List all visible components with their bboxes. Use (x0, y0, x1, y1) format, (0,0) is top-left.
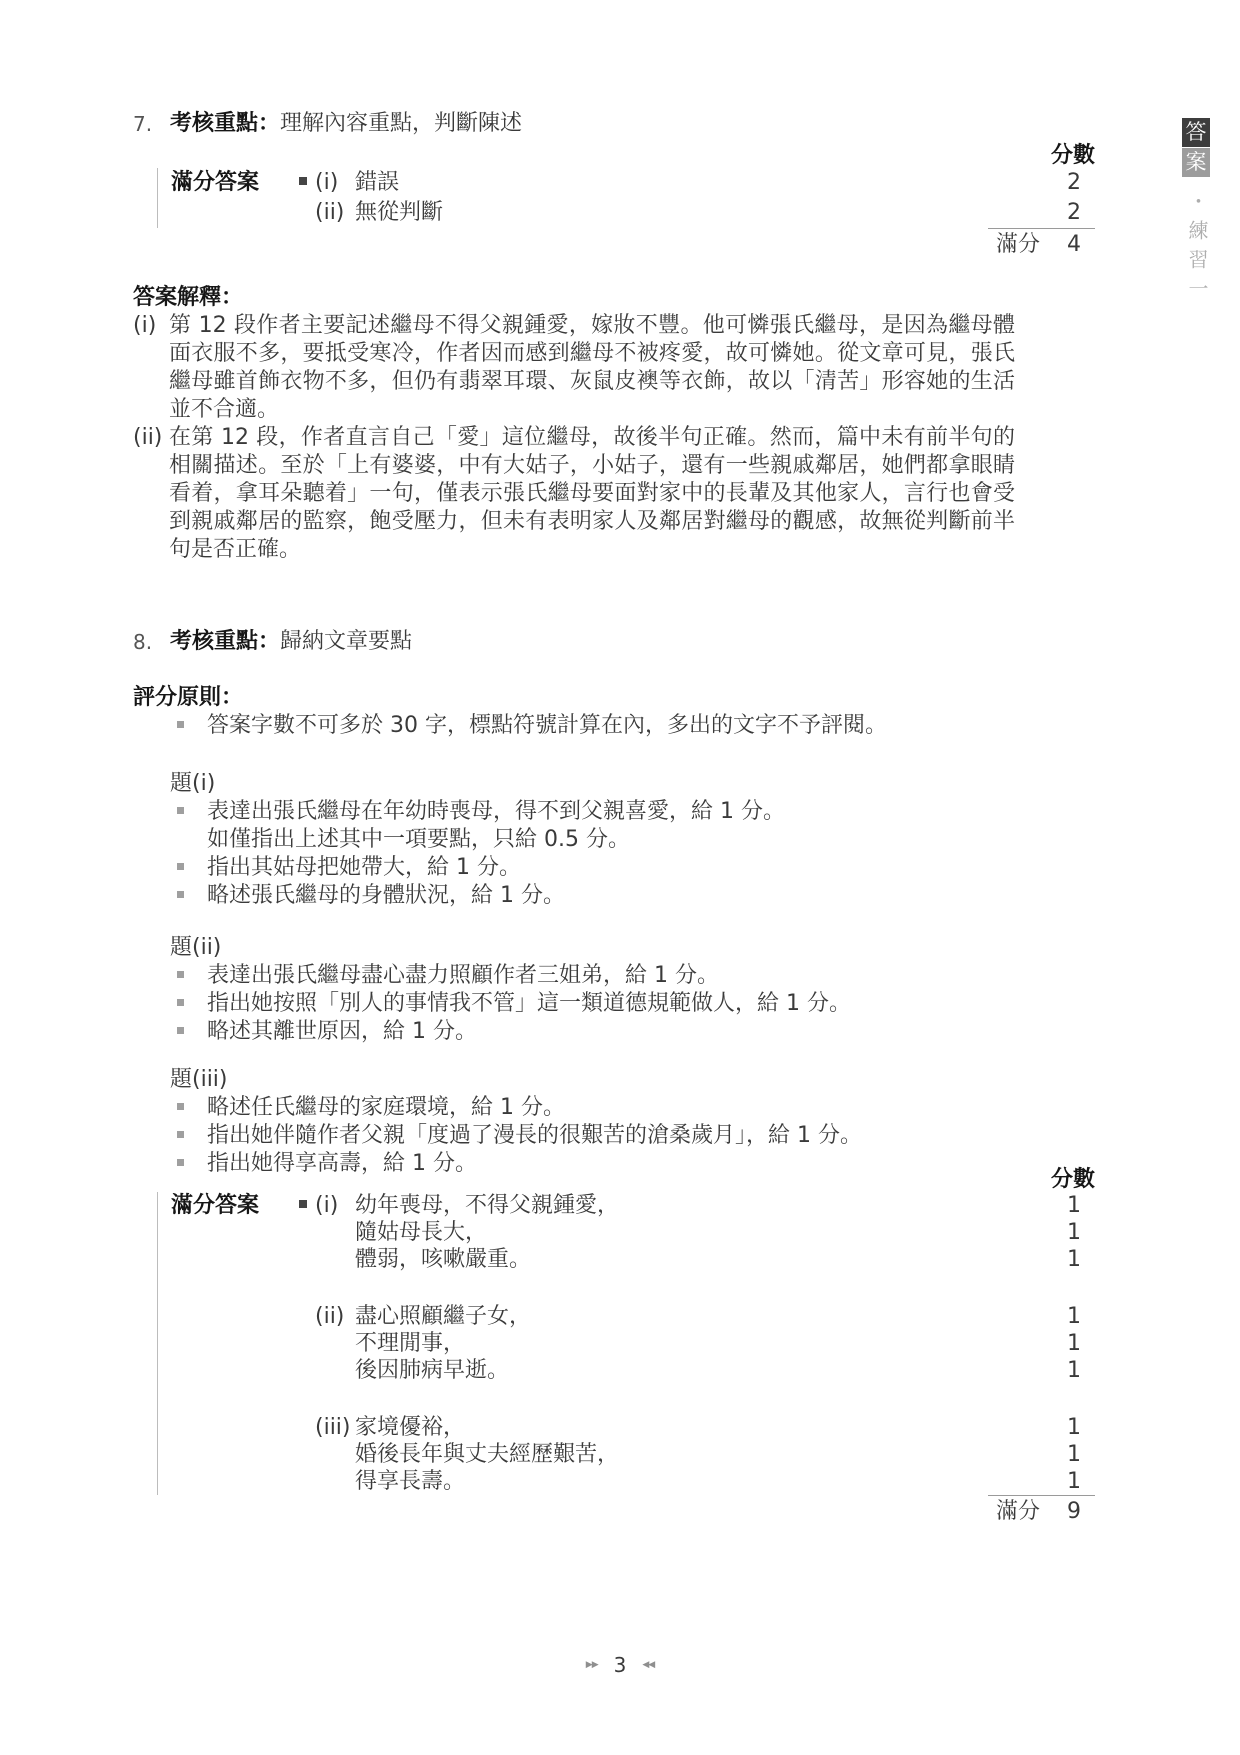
footer-left-arrows-icon: ▶▶ (585, 1660, 598, 1670)
answer-score: 1 (1067, 1358, 1081, 1383)
square-bullet-icon (299, 168, 315, 198)
page-number: 3 (613, 1653, 627, 1677)
answer-text: 婚後長年與丈夫經歷艱苦， (355, 1442, 620, 1467)
criteria-group-i (133, 770, 1095, 910)
total-value: 4 (1067, 232, 1081, 257)
answer-marker: (ii) (315, 200, 345, 225)
score-column-header: 分數 (1050, 1167, 1095, 1192)
criteria-item (170, 1122, 1095, 1150)
page-footer (0, 1652, 1240, 1677)
square-bullet-icon (170, 1094, 207, 1122)
answer-score: 1 (1067, 1193, 1081, 1218)
criteria-text: 表達出張氏繼母在年幼時喪母，得不到父親喜愛，給 1 分。 (207, 799, 785, 824)
square-bullet-icon (170, 990, 207, 1018)
principle-text: 答案字數不可多於 30 字，標點符號計算在內，多出的文字不予評閱。 (207, 713, 887, 738)
explanation-label: 答案解釋： (133, 285, 244, 310)
total-score-line (133, 1495, 1095, 1527)
answer-row (171, 1441, 1095, 1468)
answer-text: 後因肺病早逝。 (355, 1358, 510, 1383)
score-column-header: 分數 (1050, 143, 1095, 168)
answer-text: 隨姑母長大， (355, 1220, 488, 1245)
assessment-focus-text: 歸納文章要點 (280, 629, 413, 654)
answer-score: 1 (1067, 1220, 1081, 1245)
answer-text: 無從判斷 (355, 200, 444, 225)
criteria-item (170, 854, 1095, 882)
question-8-heading (133, 628, 1095, 656)
answer-row (171, 1219, 1095, 1246)
answer-row (171, 1468, 1095, 1495)
total-value: 9 (1067, 1499, 1081, 1524)
side-tab-char-1: 答 (1182, 118, 1210, 147)
square-bullet-icon (299, 1192, 315, 1219)
answer-text: 體弱，咳嗽嚴重。 (355, 1247, 532, 1272)
answer-text: 幼年喪母，不得父親鍾愛， (355, 1193, 620, 1218)
criteria-group-iii (133, 1066, 1095, 1178)
answer-row (171, 168, 1095, 198)
criteria-text: 指出她得享高壽，給 1 分。 (207, 1151, 477, 1176)
side-tab-char-2: 案 (1182, 148, 1210, 177)
explanation-marker: (i) (133, 313, 157, 338)
criteria-item (170, 990, 1095, 1018)
square-bullet-icon (170, 1122, 207, 1150)
full-answer-block (157, 1192, 1095, 1495)
full-answer-label: 滿分答案 (171, 170, 260, 195)
square-bullet-icon (170, 854, 207, 882)
total-score-line (133, 228, 1095, 260)
answer-row (171, 1330, 1095, 1357)
question-number: 7. (133, 112, 153, 136)
explanation-marker: (ii) (133, 425, 163, 450)
criteria-group-title: 題(i) (170, 771, 216, 796)
full-answer-block (157, 168, 1095, 228)
explanation-item (133, 424, 1095, 564)
answer-row (171, 198, 1095, 228)
criteria-text: 指出她按照「別人的事情我不管」這一類道德規範做人，給 1 分。 (207, 991, 851, 1016)
side-tab-subtitle: ・練習一 (1185, 191, 1209, 307)
total-score-box (988, 228, 1095, 260)
answer-text: 盡心照顧繼子女， (355, 1304, 532, 1329)
criteria-text: 略述其離世原因，給 1 分。 (207, 1019, 477, 1044)
criteria-item (170, 1150, 1095, 1178)
answer-score: 1 (1067, 1415, 1081, 1440)
criteria-group-ii (133, 934, 1095, 1046)
square-bullet-icon (170, 1150, 207, 1178)
criteria-item (170, 1018, 1095, 1046)
answer-row (171, 1192, 1095, 1219)
answer-row (171, 1246, 1095, 1273)
explanation-text: 第 12 段作者主要記述繼母不得父親鍾愛，嫁妝不豐。他可憐張氏繼母，是因為繼母體面衣服不多，要抵受寒冷，作者因而感到繼母不被疼愛，故可憐她。從文章可見，張氏繼母雖首飾衣物不多，但仍有翡翠耳環、灰鼠皮襖等衣飾，故以「清苦」形容她的生活並不合適。 (169, 313, 1015, 422)
principle-item (170, 712, 1095, 740)
total-label: 滿分 (996, 232, 1041, 257)
explanation-item (133, 312, 1095, 424)
criteria-item (170, 882, 1095, 910)
criteria-group-title: 題(iii) (170, 1067, 228, 1092)
footer-right-arrows-icon: ◀◀ (642, 1660, 655, 1670)
answer-text: 不理閒事， (355, 1331, 466, 1356)
chapter-side-tab (1182, 118, 1210, 307)
criteria-subtext: 如僅指出上述其中一項要點，只給 0.5 分。 (207, 827, 630, 852)
explanation-text: 在第 12 段，作者直言自己「愛」這位繼母，故後半句正確。然而，篇中未有前半句的相關描述。至於「上有婆婆，中有大姑子，小姑子，還有一些親戚鄰居，她們都拿眼睛看着，拿耳朵聽着」一句，僅表示張氏繼母要面對家中的長輩及其他家人，言行也會受到親戚鄰居的監察，飽受壓力，但未有表明家人及鄰居對繼母的觀感，故無從判斷前半句是否正確。 (169, 425, 1015, 562)
answer-marker: (i) (315, 170, 339, 195)
criteria-text: 表達出張氏繼母盡心盡力照顧作者三姐弟，給 1 分。 (207, 963, 719, 988)
criteria-text: 略述任氏繼母的家庭環境，給 1 分。 (207, 1095, 565, 1120)
answer-text: 得享長壽。 (355, 1469, 466, 1494)
square-bullet-icon (170, 962, 207, 990)
answer-score: 1 (1067, 1304, 1081, 1329)
criteria-text: 指出其姑母把她帶大，給 1 分。 (207, 855, 521, 880)
answer-score: 2 (1067, 170, 1081, 195)
square-bullet-icon (170, 882, 207, 910)
total-score-box (988, 1495, 1095, 1527)
square-bullet-icon (170, 798, 207, 826)
answer-score: 1 (1067, 1469, 1081, 1494)
answer-score: 1 (1067, 1442, 1081, 1467)
criteria-text: 指出她伴隨作者父親「度過了漫長的很艱苦的滄桑歲月」，給 1 分。 (207, 1123, 862, 1148)
answer-text: 家境優裕， (355, 1415, 466, 1440)
criteria-item (170, 1094, 1095, 1122)
assessment-focus-label: 考核重點： (170, 629, 281, 654)
square-bullet-icon (170, 1018, 207, 1046)
assessment-focus-text: 理解內容重點，判斷陳述 (280, 111, 523, 136)
answer-marker: (i) (315, 1193, 339, 1218)
criteria-item (170, 962, 1095, 990)
total-label: 滿分 (996, 1499, 1041, 1524)
answer-text: 錯誤 (355, 170, 400, 195)
answer-score: 2 (1067, 200, 1081, 225)
assessment-focus-label: 考核重點： (170, 111, 281, 136)
answer-row (171, 1357, 1095, 1384)
square-bullet-icon (170, 712, 207, 740)
full-answer-label: 滿分答案 (171, 1193, 260, 1218)
criteria-group-title: 題(ii) (170, 935, 222, 960)
answer-row (171, 1303, 1095, 1330)
answer-row (171, 1414, 1095, 1441)
criteria-item (170, 798, 1095, 826)
section-question-8 (133, 628, 1095, 1527)
marking-principles-label: 評分原則： (133, 685, 244, 710)
criteria-text: 略述張氏繼母的身體狀況，給 1 分。 (207, 883, 565, 908)
section-question-7 (133, 110, 1095, 564)
answer-score: 1 (1067, 1247, 1081, 1272)
answer-marker: (ii) (315, 1304, 345, 1329)
question-7-heading (133, 110, 1095, 138)
question-number: 8. (133, 630, 153, 654)
answer-marker: (iii) (315, 1415, 351, 1440)
answer-score: 1 (1067, 1331, 1081, 1356)
